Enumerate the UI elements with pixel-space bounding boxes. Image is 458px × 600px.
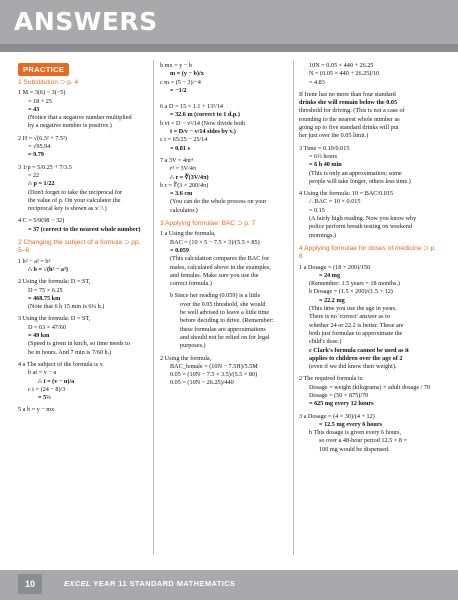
answer-line: threshold for driving. (This is not a case of — [299, 107, 405, 115]
answer-line: = 9.79 — [28, 151, 44, 159]
answer-line: (Don't forget to take the reciprocal for — [28, 188, 123, 196]
answer-line: rounding to the nearest whole number as — [299, 115, 400, 123]
answer-line: ∴ BAC = 10 × 0.015 — [309, 198, 361, 206]
answer-line: D = 75 × 6.25 — [28, 286, 63, 294]
answer-line: (This time you use the age in years. — [309, 305, 397, 313]
column-divider — [153, 60, 154, 555]
footer-brand: EXCEL — [64, 579, 92, 588]
answer-line: b vt = D − v²/14 (Now divide both — [160, 119, 246, 127]
answer-line: (You can do the whole process on your — [170, 198, 267, 206]
answer-line: 4 a The subject of the formula is v. — [18, 360, 104, 368]
answer-line: BAC = (10 × 5 − 7.5 × 3)/(5.5 × 85) — [170, 238, 260, 246]
answer-line: = 6⅔ hours — [309, 152, 338, 160]
answer-line: b Dosage = (1.5 × 200)/(1.5 + 12) — [309, 288, 393, 296]
answer-line: ∴ r = ∛(3V/4π) — [170, 173, 209, 181]
answer-line: (This calculation compares the BAC for — [170, 255, 270, 263]
answer-line: police perform breath testing on weekend — [309, 223, 412, 231]
answer-line: = 12.5 mg every 6 hours — [319, 420, 382, 428]
answer-line: purposes.) — [180, 342, 206, 350]
answer-line: = 625 mg every 12 hours — [309, 400, 374, 408]
answer-line: t = D/v − v/14 sides by v.) — [170, 128, 236, 136]
page-number: 10 — [18, 574, 42, 594]
section-heading: 3 Applying formulae: BAC ⊃ p. 7 — [160, 220, 256, 228]
answer-line: = 4.83 — [309, 78, 325, 86]
answer-line: 1 a Using the formula, — [160, 230, 216, 238]
section-heading: 1 Substitution ⊃ p. 4 — [18, 79, 79, 86]
answer-line: and should not be relied on for legal — [180, 333, 270, 341]
answer-line: whether 24 or 22.2 is better. These are — [309, 321, 404, 329]
answer-line: and females. Make sure you use the — [170, 271, 259, 279]
column-3 — [299, 62, 439, 454]
answer-line: 2 H = √(6.3² + 7.5²) — [18, 134, 67, 142]
answer-line: over the 0.05 threshold, she would — [180, 300, 266, 308]
answer-line: BAC_female = (10N − 7.5H)/5.5M — [170, 362, 258, 370]
answer-line: = 22.2 mg — [319, 296, 345, 304]
answer-line: = 0.81 s — [170, 144, 190, 152]
header-bar — [0, 44, 458, 52]
answer-line: 100 mg would be dispensed. — [319, 445, 390, 453]
answer-line: ∴ p = 1/22 — [28, 180, 55, 188]
answer-line: 3 Using the formula: D = ST, — [18, 315, 91, 323]
answer-line: 5 a b = y − mx — [18, 406, 55, 414]
answer-line: b r = ∛(3 × 200/4π) — [160, 181, 209, 189]
answer-line: b This dosage is given every 6 hours, — [309, 429, 401, 437]
answer-line: (Note that 6 h 15 min is 6¼ h.) — [28, 303, 105, 311]
answer-line: drinks she will remain below the 0.05 — [299, 99, 398, 107]
answer-line: 4 C = 5/9(98 − 32) — [18, 217, 65, 225]
answer-line: 3 Time = 0.10/0.015 — [299, 144, 350, 152]
answer-line: c m = (5 − 3)/−4 — [160, 78, 201, 86]
answer-line: 3 1/p = 5/0.25 + 7/3.5 — [18, 163, 72, 171]
answer-line: ∴ t = (v − u)/a — [38, 377, 75, 385]
answer-line: Dosage = weight (kilograms) × adult dosage / 70 — [309, 383, 431, 391]
answer-line: 1 a Dosage = (18 × 200)/150 — [299, 263, 371, 271]
answer-line: = √95.94 — [28, 143, 51, 151]
answer-line: the value of p. On your calculator the — [28, 196, 121, 204]
answer-line: mornings.) — [309, 231, 336, 239]
answer-line: r³ = 3V/4π — [170, 165, 196, 173]
answer-line: D = 63 × 47/60 — [28, 323, 66, 331]
answer-line: There is no 'correct' answer as to — [309, 313, 390, 321]
answer-line: both just formulae to approximate the — [309, 329, 403, 337]
column-1 — [18, 62, 148, 415]
answer-line: her just over the 0.05 limit.) — [299, 132, 369, 140]
answer-line: 2 Using the formula, — [160, 354, 212, 362]
answer-line: going up to five standard drinks will put — [299, 124, 399, 132]
answer-line: ∴ b = √(h² − a²) — [28, 265, 68, 273]
practice-badge: PRACTICE — [18, 63, 69, 76]
answer-line: = 5⅓ — [38, 394, 51, 402]
answer-line: = 468.75 km — [28, 294, 61, 302]
answer-line: 1 h² − a² = b² — [18, 257, 51, 265]
answer-line: If Irene has no more than four standard — [299, 90, 396, 98]
answer-line: before deciding to drive. (Remember: — [180, 317, 274, 325]
answer-line: 3 a Dosage = (4 × 30)/(4 + 12) — [299, 412, 375, 420]
answer-line: people will take longer, others less time.) — [309, 177, 411, 185]
answer-line: (Remember: 1.5 years = 18 months.) — [309, 280, 400, 288]
answer-line: child's dose.) — [309, 338, 342, 346]
answer-line: = 49 km — [28, 332, 50, 340]
answer-line: reciprocal key is shown as x⁻¹.) — [28, 205, 107, 213]
answer-line: applies to children over the age of 2 — [309, 354, 403, 362]
answer-line: be well advised to leave a little time — [180, 309, 270, 317]
answer-line: (Notice that a negative number multiplied — [28, 114, 132, 122]
answer-line: males, calculated above in the examples, — [170, 263, 271, 271]
answer-line: so over a 48-hour period 12.5 × 8 = — [319, 437, 407, 445]
answer-line: Dosage = (50 × 875)/70 — [309, 391, 369, 399]
answer-line: c t = (24 − 8)/3 — [28, 385, 66, 393]
answer-line: = 0.059 — [170, 246, 189, 254]
answer-line: (A fairly high reading. Now you know why — [309, 215, 417, 223]
answer-line: = 3.6 cm — [170, 190, 193, 198]
answer-line: = 24 mg — [319, 271, 341, 279]
answer-line: 10N = 0.05 × 440 + 26.25 — [309, 62, 374, 69]
answer-line: 0.05 = (10N − 7.5 × 3.5)/(5.5 × 80) — [170, 371, 258, 379]
footer-text — [64, 579, 235, 588]
answer-line: c t = 65/25 − 25/14 — [160, 136, 208, 144]
column-divider — [293, 60, 294, 555]
answer-line: 4 Using the formula: 10 = BAC/0.015 — [299, 190, 394, 198]
answer-line: N = (0.05 × 440 + 26.25)/10 — [309, 70, 380, 78]
answer-line: be in hours. And 7 min is 7/60 h.) — [28, 348, 112, 356]
answer-line: 2 Using the formula: D = ST, — [18, 278, 91, 286]
answer-line: = 6 h 40 min — [309, 161, 342, 169]
answer-line: 1 M = 3(6) − 3(−5) — [18, 89, 66, 97]
answer-line: = 18 + 25 — [28, 97, 52, 105]
answer-line: b at = v − u — [28, 369, 57, 377]
answer-line: (This is only an approximation; some — [309, 169, 402, 177]
section-heading: 4 Applying formulae for doses of medicine ⊃ p. 8 — [299, 244, 437, 261]
section-heading: 2 Changing the subject of a formula ⊃ pp. 5–6 — [18, 239, 141, 255]
answer-line: = 32.6 m (correct to 1 d.p.) — [170, 111, 240, 119]
answer-line: by a negative number is positive.) — [28, 122, 112, 130]
answer-line: (Speed is given in km/h, so time needs to — [28, 340, 130, 348]
answer-line: = 0.15 — [309, 206, 325, 214]
answer-line: (even if we did know their weight). — [309, 363, 397, 371]
answer-line: 2 The required formula is: — [299, 375, 364, 383]
answer-line: 7 a 3V = 4πr³ — [160, 156, 194, 164]
answer-line: correct formula.) — [170, 280, 212, 288]
answer-line: m = (y − b)/x — [170, 70, 204, 78]
page-title: ANSWERS — [14, 7, 158, 36]
answer-line: = −1/2 — [170, 86, 187, 94]
answer-line: calculator.) — [170, 206, 198, 214]
answer-line: = 22 — [28, 171, 40, 179]
answer-line: 6 a D = 15 × 1.1 + 13²/14 — [160, 103, 224, 111]
answer-line: = 37 (correct to the nearest whole number) — [28, 225, 141, 233]
answer-line: these formulae are approximations — [180, 325, 266, 333]
answer-line: b Since her reading (0.059) is a little — [170, 292, 261, 300]
answer-line: = 43 — [28, 105, 40, 113]
answer-line: c Clark's formula cannot be used as it — [309, 346, 409, 354]
footer-title: YEAR 11 STANDARD MATHEMATICS — [93, 579, 236, 588]
column-2 — [160, 62, 288, 388]
answer-line: 0.05 = (10N − 26.25)/440 — [170, 379, 234, 387]
answer-line: b mx = y − b — [160, 62, 192, 69]
